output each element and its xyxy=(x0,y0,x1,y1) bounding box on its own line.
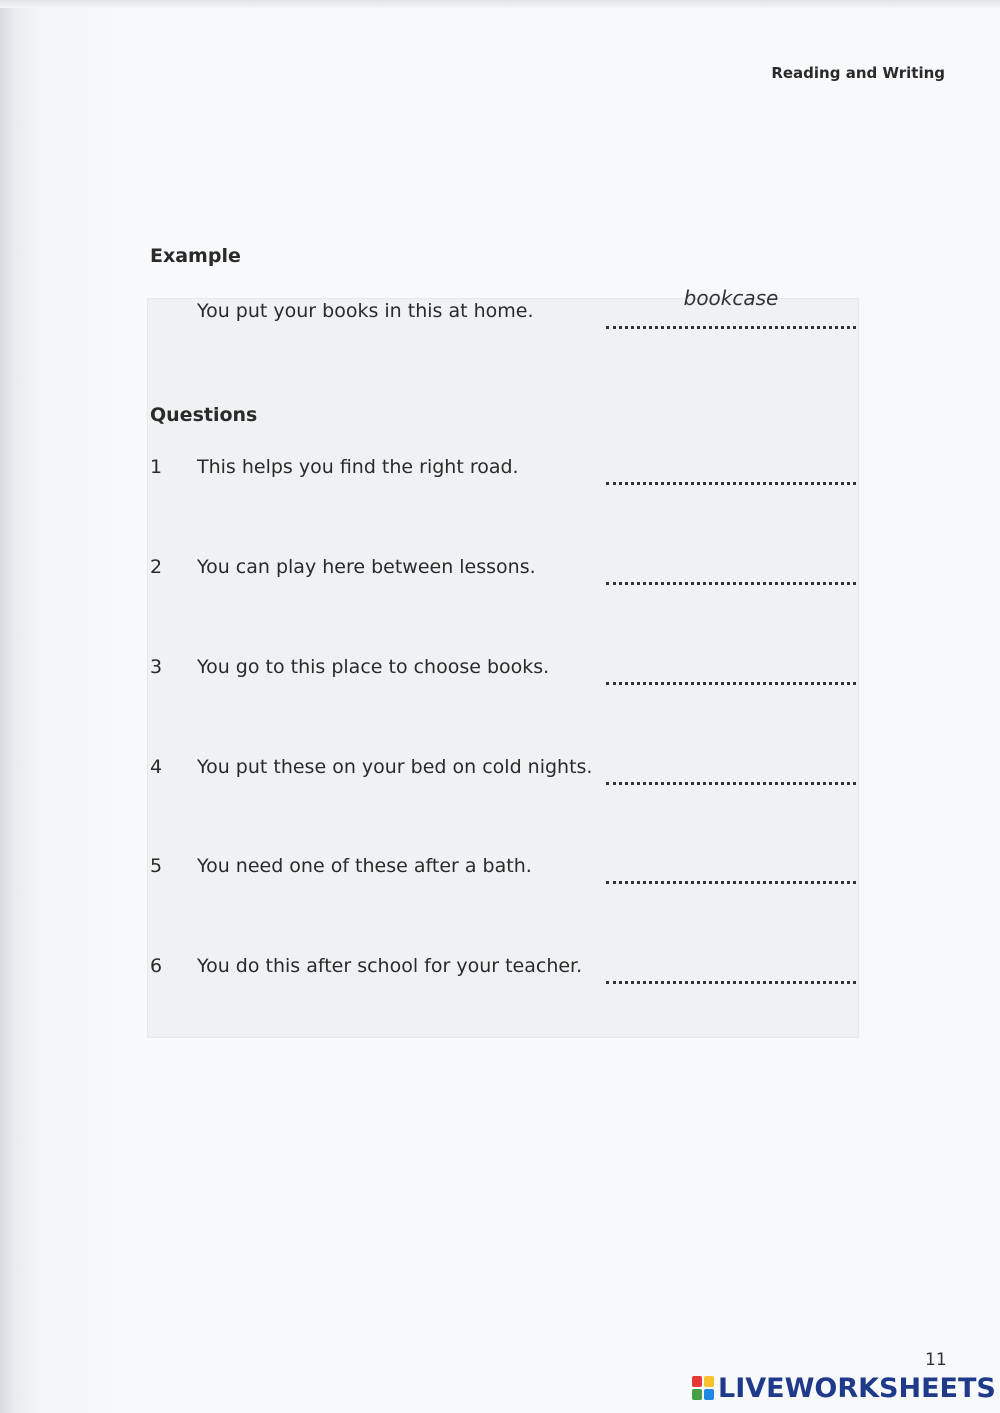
answer-input[interactable] xyxy=(606,955,856,984)
logo-square-green xyxy=(692,1389,702,1400)
question-text: This helps you find the right road. xyxy=(197,456,519,478)
example-answer-field xyxy=(606,286,856,329)
question-number: 3 xyxy=(150,656,163,678)
question-row xyxy=(150,656,856,686)
answer-input[interactable] xyxy=(606,656,856,685)
logo-square-blue xyxy=(704,1389,714,1400)
answer-input[interactable] xyxy=(606,456,856,485)
answer-input[interactable] xyxy=(606,855,856,884)
page-number: 11 xyxy=(925,1350,947,1370)
example-text: You put your books in this at home. xyxy=(197,300,534,322)
question-number: 2 xyxy=(150,556,163,578)
example-heading: Example xyxy=(150,245,241,267)
liveworksheets-brand[interactable] xyxy=(692,1373,996,1403)
logo-square-red xyxy=(692,1376,702,1387)
question-row xyxy=(150,955,856,985)
answer-input[interactable] xyxy=(606,756,856,785)
liveworksheets-logo-icon xyxy=(692,1376,714,1400)
question-text: You can play here between lessons. xyxy=(197,556,536,578)
section-title: Reading and Writing xyxy=(771,64,945,82)
question-row xyxy=(150,855,856,885)
question-number: 5 xyxy=(150,855,163,877)
brand-name: LIVEWORKSHEETS xyxy=(718,1372,996,1404)
question-number: 1 xyxy=(150,456,163,478)
example-answer: bookcase xyxy=(683,286,779,310)
question-row xyxy=(150,556,856,586)
question-number: 4 xyxy=(150,756,163,778)
scan-edge xyxy=(0,0,1000,8)
question-text: You need one of these after a bath. xyxy=(197,855,532,877)
question-row xyxy=(150,456,856,486)
question-row xyxy=(150,756,856,786)
question-number: 6 xyxy=(150,955,163,977)
answer-input[interactable] xyxy=(606,556,856,585)
questions-heading: Questions xyxy=(150,404,258,426)
question-text: You do this after school for your teacher. xyxy=(197,955,583,977)
logo-square-yellow xyxy=(704,1376,714,1387)
question-text: You go to this place to choose books. xyxy=(197,656,550,678)
example-row xyxy=(150,286,856,330)
question-text: You put these on your bed on cold nights. xyxy=(197,756,593,778)
